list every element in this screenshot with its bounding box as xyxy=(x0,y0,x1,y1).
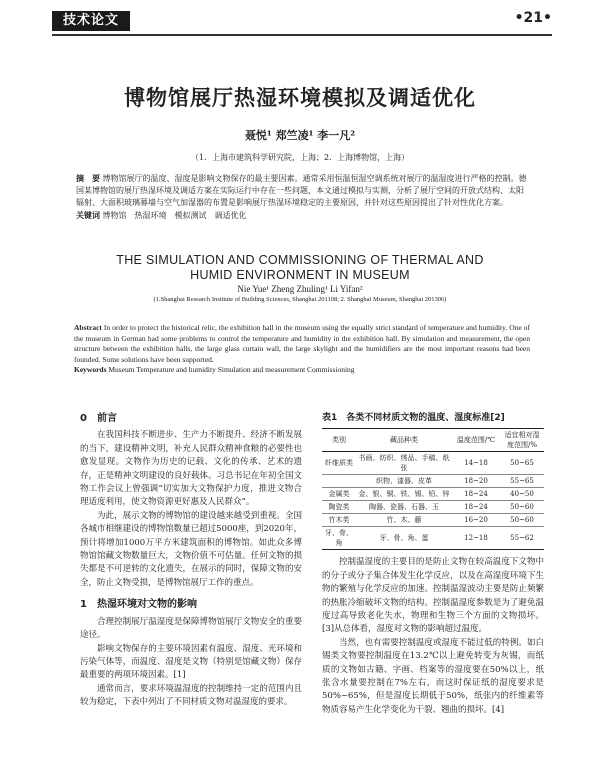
table-cell xyxy=(322,475,356,488)
section-1-para-1: 合理控制展厅温湿度是保障博物馆展厅文物安全的重要途径。 xyxy=(80,616,302,641)
table-header-cell: 温度范围/℃ xyxy=(456,436,496,445)
keywords-cn: 博物馆 热湿环境 模拟测试 调适优化 xyxy=(102,211,247,220)
page-number: •21• xyxy=(514,10,552,26)
section-1-para-2: 影响文物保存的主要环境因素有温度、湿度、光环境和污染气体等，而温度、湿度是文物（特别是馆藏文物）保存最重要的两项环境因素。[1] xyxy=(80,643,302,681)
section-1-heading: 1 热湿环境对文物的影响 xyxy=(80,599,197,611)
section-tag: 技术论文 xyxy=(52,11,130,31)
table-cell: 陶器、瓷器、石器、玉 xyxy=(369,503,439,512)
affiliation-english: (1.Shanghai Research Institute of Building Sciences, Shanghai 201108; 2. Shanghai Museum, Shanghai 201306) xyxy=(153,296,447,303)
table-header-cell: 类别 xyxy=(332,436,346,445)
table-row xyxy=(322,501,544,514)
table-cell: 16~20 xyxy=(464,516,488,525)
table-row xyxy=(322,475,544,488)
title-english-line-1: THE SIMULATION AND COMMISSIONING OF THERMAL AND xyxy=(116,253,484,267)
table-row xyxy=(322,514,544,527)
abstract-label-en: Abstract xyxy=(74,323,102,332)
section-0-para-2: 为此，展示文物的博物馆的建设越来越受到重视。全国各城市相继建设的博物馆数量已超过5000座，到2020年，预计将增加1000万平方米建筑面积的博物馆。如此众多博物馆馆藏文物数量巨大，文物价值不可估量。任何文物的损失都是不可逆转的文化遗失，在展示的同时，保障文物的安全，防止文物受损，是博物馆展厅工作的重点。 xyxy=(80,510,302,588)
table-row xyxy=(322,527,544,550)
abstract-label-cn: 摘 要 xyxy=(76,173,100,183)
table-cell: 竹木类 xyxy=(328,516,350,525)
table-cell: 金、银、铜、铁、锡、铅、锌 xyxy=(358,490,450,499)
header-rule xyxy=(52,34,552,36)
table-cell: 12~18 xyxy=(464,534,488,543)
title-chinese: 博物馆展厅热湿环境模拟及调适优化 xyxy=(124,86,476,110)
abstract-text-en: In order to protect the historical relic, the exhibition hall in the museum using the equally strict standard of temperature and humidity. One of the museum in German had some problems to control the temperature and humidity in the exhibition hall. By simulation and measurement, the open structure between the exhibition halls, the large glass curtain wall, the large skylight and the humidifiers are the most important reasons had been founded. Some solutions have been supported. xyxy=(74,323,531,364)
table-cell: 金属类 xyxy=(328,490,350,499)
authors-chinese: 聂悦¹ 郑竺凌¹ 李一凡² xyxy=(244,129,356,142)
table-row xyxy=(322,488,544,501)
table-cell: 55~65 xyxy=(510,477,534,486)
right-para-1: 控制温湿度的主要目的是防止文物在较高温度下文物中的分子或分子集合体发生化学反应，以及在高湿度环境下生物的繁殖与化学反应的加速。控制温湿波动主要是防止频繁的热胀冷缩破坏文物的结构。控制温湿度参数是为了避免温度过高导致老化失水，物理和生物三个方面的文物损坏。[3]从总体看，湿度对文物的影响超过温度。 xyxy=(322,557,544,635)
table-cell: 陶瓷类 xyxy=(328,503,350,512)
right-para-2: 当然，也有需要控制温度或湿度不能过低的特例。如白锡类文物要控制温度在13.2℃以上避免转变为灰锡，而纸质的文物如古籍、字画、档案等的湿度要在50%以上，纸张含水量要控制在7%左右，而这时保证纸的湿度要求是50%~65%，但是湿度长期低于50%，纸张内的纤维素等物质容易产生化学变化为干裂、翘曲的损坏。[4] xyxy=(322,637,544,715)
table-cell: 牙、骨、角、蛋 xyxy=(379,534,429,543)
title-english-line-2: HUMID ENVIRONMENT IN MUSEUM xyxy=(190,268,410,282)
table-cell: 牙、骨、角 xyxy=(325,529,353,548)
section-0-para-1: 在我国科技不断进步、生产力不断提升、经济不断发展的当下，建设精神文明，补充人民群众精神食粮的必要性也愈发显现。文物作为历史的记载、文化的传承、艺术的遗存，正是精神文明建设的良好载体。习总书记在年初全国文物工作会议上曾强调“切实加大文物保护力度，推进文物合理适度利用，使文物资源更好惠及人民群众”。 xyxy=(80,430,302,508)
table-cell: 14~18 xyxy=(464,459,488,468)
title-english xyxy=(0,253,600,283)
keywords-label-en: Keywords xyxy=(74,365,107,374)
table-cell: 纤维质类 xyxy=(325,459,353,468)
section-1-para-3: 通常而言，要求环境温湿度的控制维持一定的范围内且较为稳定，下表中列出了不同材质文物对温湿度的要求。 xyxy=(80,683,302,708)
abstract-chinese xyxy=(76,172,528,222)
table-cell: 40~50 xyxy=(510,490,534,499)
table-1 xyxy=(322,428,544,550)
table-cell: 50~60 xyxy=(510,503,534,512)
abstract-text-cn: 博物馆展厅的温度、湿度是影响文物保存的最主要因素。通常采用恒温恒湿空调系统对展厅的温湿度进行严格的控制。德国某博物馆的展厅热湿环境及调适方案在实际运行中存在一些问题，本文通过模拟与实测，分析了展厅空间的开放式结构、太阳辐射、大面积玻璃幕墙与空气加湿器的布置是影响展厅热湿环境稳定的主要原因，并针对这些原因提出了针对性优化方案。 xyxy=(76,174,527,207)
section-0-heading: 0 前言 xyxy=(80,413,117,424)
keywords-en: Museum Temperature and humidity Simulation and measurement Commissioning xyxy=(108,365,355,374)
table-cell: 55~62 xyxy=(510,534,534,543)
abstract-english xyxy=(74,323,530,376)
table-cell: 竹、木、藤 xyxy=(386,516,422,525)
table-header-cell: 适宜相对湿度范围/% xyxy=(504,431,540,450)
affiliation-chinese: （1．上海市建筑科学研究院，上海；2．上海博物馆，上海） xyxy=(190,153,410,162)
table-header-cell: 藏品种类 xyxy=(390,436,418,445)
table-header-row xyxy=(322,429,544,452)
table-1-title: 表1 各类不同材质文物的温度、湿度标准[2] xyxy=(322,413,505,423)
table-cell: 织物、漆器、皮革 xyxy=(376,477,432,486)
table-cell: 18~24 xyxy=(464,503,488,512)
left-column xyxy=(80,412,302,710)
table-cell: 18~20 xyxy=(464,477,488,486)
table-row xyxy=(322,452,544,475)
table-cell: 18~24 xyxy=(464,490,488,499)
keywords-label-cn: 关键词 xyxy=(76,210,100,220)
table-cell: 50~60 xyxy=(510,516,534,525)
right-column xyxy=(322,412,544,717)
authors-english: Nie Yue¹ Zheng Zhuling¹ Li Yifan² xyxy=(237,284,363,294)
table-cell: 50~65 xyxy=(510,459,534,468)
table-cell: 书画、纺织、绣品、手稿、纸张 xyxy=(358,454,450,473)
